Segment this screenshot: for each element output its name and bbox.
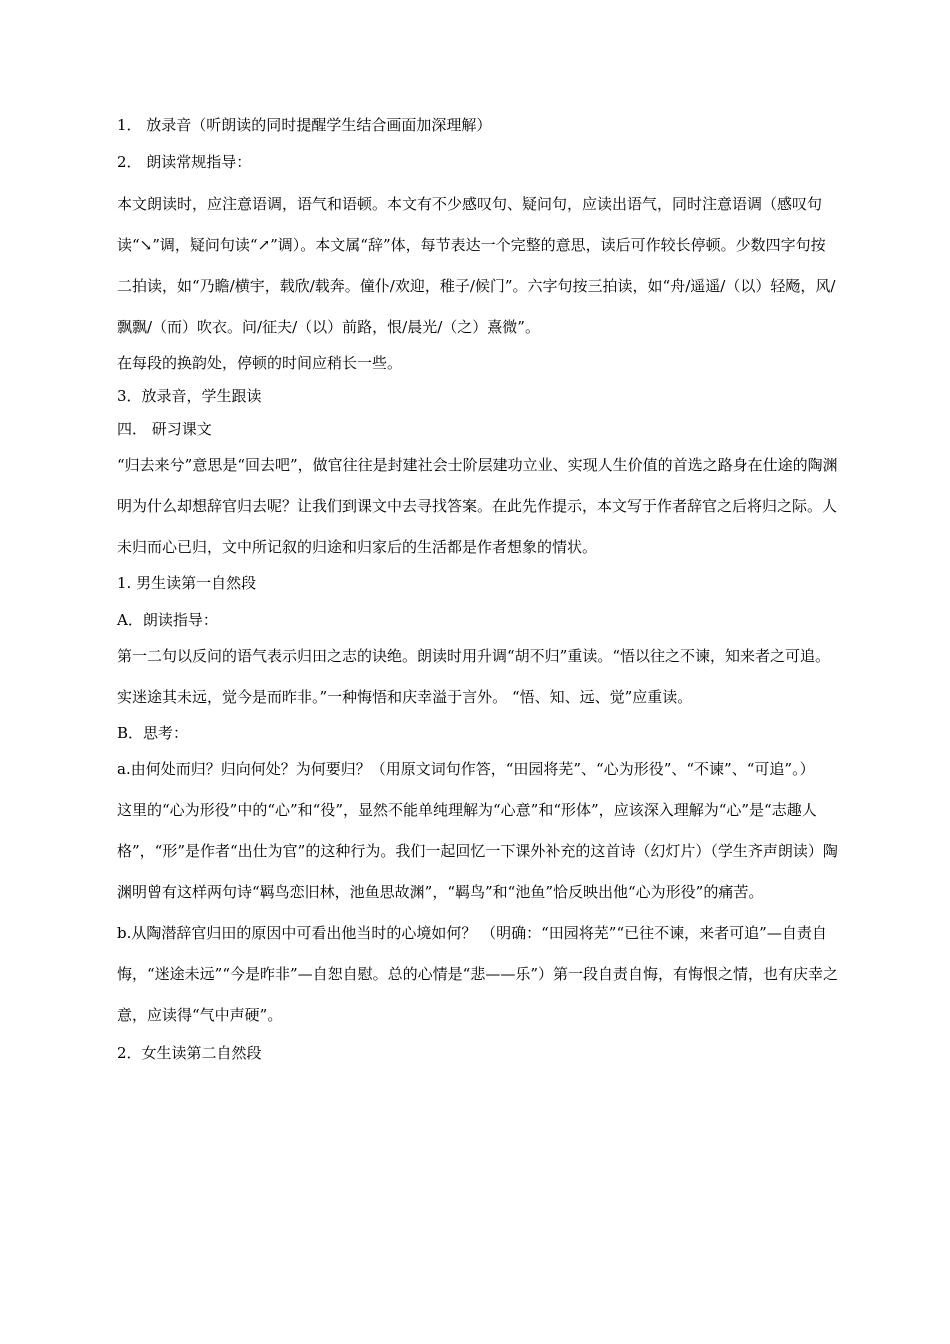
paragraph-question-b: b.从陶潜辞官归田的原因中可看出他当时的心境如何？ （明确：“田园将芜”“已往不谏，来者可追”—自责自悔，“迷途未远”“今是昨非”—自恕自慰。总的心情是“悲——乐”）第一段自责自悔，有悔恨之情，也有庆幸之意，应读得“气中声硬”。: [117, 924, 839, 1024]
paragraph-heart-and-form: 这里的“心为形役”中的“心”和“役”，显然不能单纯理解为“心意”和“形体”，应该深入理解为“心”是“志趣人格”，“形”是作者“出仕为官”的这种行为。我们一起回忆一下课外补充的这首诗（幻灯片）（学生齐声朗读）陶渊明曾有这样两句诗“羁鸟恋旧林，池鱼思故渊”，“羁鸟”和“池鱼”恰反映出他“心为形役”的痛苦。: [117, 801, 838, 901]
document-body: [117, 110, 839, 1069]
paragraph-reading-guidance: 本文朗读时，应注意语调，语气和语顿。本文有不少感叹句、疑问句，应读出语气，同时注意语调（感叹句读“↘”调，疑问句读“↗”调）。本文属“辞”体，每节表达一个完整的意思，读后可作较长停顿。少数四字句按二拍读，如“乃瞻/横宇，载欣/载奔。僮仆/欢迎，稚子/候门”。六字句按三拍读，如“舟/遥遥/（以）轻飏，风/飘飘/（而）吹衣。问/征夫/（以）前路，恨/晨光/（之）熹微”。: [117, 195, 836, 336]
paragraph-rhyme-pause: 在每段的换韵处，停顿的时间应稍长一些。: [117, 354, 403, 372]
paragraph-follow-reading: 3．放录音，学生跟读: [117, 387, 262, 405]
paragraph-reading-guidance-heading: 2． 朗读常规指导：: [117, 153, 252, 171]
section-heading-study-text: 四． 研习课文: [117, 420, 212, 438]
paragraph-play-recording: 1． 放录音（听朗读的同时提醒学生结合画面加深理解）: [117, 116, 492, 134]
paragraph-thinking-b: B．思考：: [117, 724, 189, 742]
paragraph-first-sentences: 第一二句以反问的语气表示归田之志的诀绝。朗读时用升调“胡不归”重读。“悟以往之不谏，知来者之可追。实迷途其未远，觉今是而昨非。”一种悔悟和庆幸溢于言外。 “悟、知、远、觉”应重读。: [117, 647, 831, 706]
paragraph-question-a: a.由何处而归？归向何处？为何要归？（用原文词句作答，“田园将芜”、“心为形役”、“不谏”、“可追”。）: [117, 760, 815, 778]
paragraph-introduction: “归去来兮”意思是“回去吧”，做官往往是封建社会士阶层建功立业、实现人生价值的首选之路身在仕途的陶渊明为什么却想辞官归去呢？让我们到课文中去寻找答案。在此先作提示，本文写于作者辞官之后将归之际。人未归而心已归，文中所记叙的归途和归家后的生活都是作者想象的情状。: [117, 456, 838, 556]
paragraph-reading-guide-a: A．朗读指导：: [117, 611, 218, 629]
paragraph-girls-read: 2．女生读第二自然段: [117, 1044, 262, 1062]
paragraph-boys-read: 1. 男生读第一自然段: [117, 574, 257, 592]
